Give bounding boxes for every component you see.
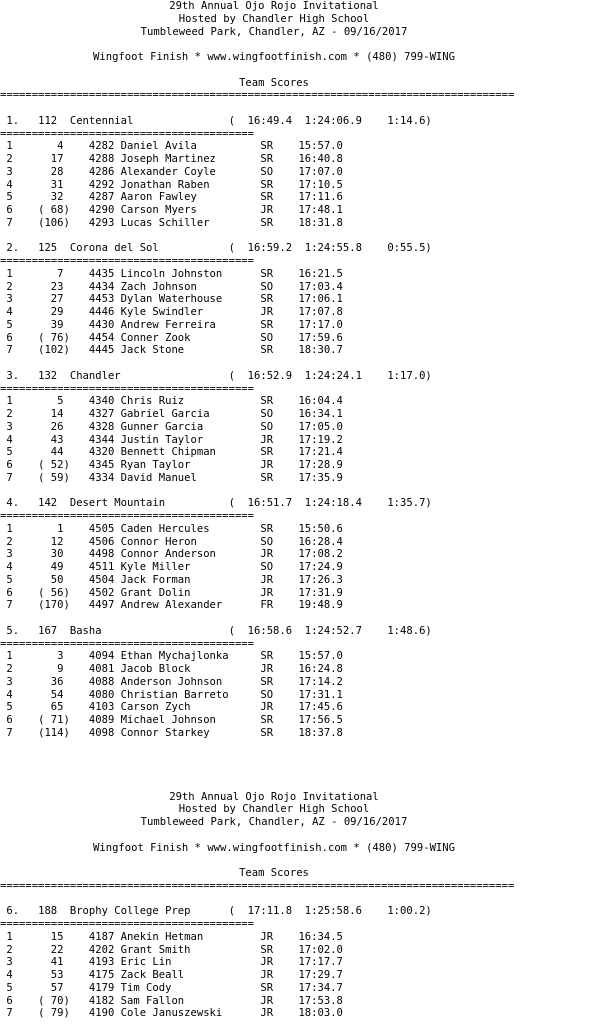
runner-row: 3 28 4286 Alexander Coyle SO 17:07.0 <box>0 165 343 178</box>
runner-row: 5 57 4179 Tim Cody SR 17:34.7 <box>0 981 343 994</box>
runner-row: 3 36 4088 Anderson Johnson SR 17:14.2 <box>0 675 343 688</box>
team-score-line: 6. 188 Brophy College Prep ( 17:11.8 1:25:58.6 1:00.2) <box>0 905 432 918</box>
team-underline: ======================================== <box>0 637 254 650</box>
runner-row: 7 (114) 4098 Connor Starkey SR 18:37.8 <box>0 726 343 739</box>
runner-row: 6 ( 71) 4089 Michael Johnson SR 17:56.5 <box>0 714 343 726</box>
runner-row: 4 43 4344 Justin Taylor JR 17:19.2 <box>0 433 343 446</box>
runner-row: 5 39 4430 Andrew Ferreira SR 17:17.0 <box>0 318 343 331</box>
runner-row: 4 49 4511 Kyle Miller SO 17:24.9 <box>0 561 343 573</box>
team-score-line: 3. 132 Chandler ( 16:52.9 1:24:24.1 1:17.0) <box>0 369 432 382</box>
team-score-line: 4. 142 Desert Mountain ( 16:51.7 1:24:18.4 1:35.7) <box>0 497 432 510</box>
timing-company: Wingfoot Finish * www.wingfootfinish.com * (480) 799-WING <box>93 51 455 63</box>
runner-row: 5 44 4320 Bennett Chipman SR 17:21.4 <box>0 446 343 459</box>
runner-row: 5 50 4504 Jack Forman JR 17:26.3 <box>0 573 343 586</box>
runner-row: 7 (106) 4293 Lucas Schiller SR 18:31.8 <box>0 216 343 229</box>
runner-row: 2 23 4434 Zach Johnson SO 17:03.4 <box>0 280 343 293</box>
section-title: Team Scores <box>239 867 309 879</box>
section-separator: ================================================================================= <box>0 89 515 102</box>
meet-host: Hosted by Chandler High School <box>178 12 370 25</box>
results-page-2 <box>0 791 608 1021</box>
runner-row: 6 ( 70) 4182 Sam Fallon JR 17:53.8 <box>0 994 343 1007</box>
team-score-line: 2. 125 Corona del Sol ( 16:59.2 1:24:55.8 0:55.5) <box>0 242 432 255</box>
runner-row: 5 65 4103 Carson Zych JR 17:45.6 <box>0 701 343 714</box>
runner-row: 2 17 4288 Joseph Martinez SR 16:40.8 <box>0 153 343 165</box>
team-score-line: 1. 112 Centennial ( 16:49.4 1:24:06.9 1:14.6) <box>0 114 432 127</box>
runner-row: 4 31 4292 Jonathan Raben SR 17:10.5 <box>0 178 343 191</box>
runner-row: 1 3 4094 Ethan Mychajlonka SR 15:57.0 <box>0 650 343 663</box>
timing-company: Wingfoot Finish * www.wingfootfinish.com * (480) 799-WING <box>93 841 455 854</box>
meet-host: Hosted by Chandler High School <box>178 803 370 816</box>
runner-row: 7 (170) 4497 Andrew Alexander FR 19:48.9 <box>0 599 343 612</box>
runner-row: 7 ( 59) 4334 David Manuel SR 17:35.9 <box>0 471 343 484</box>
runner-row: 7 ( 79) 4190 Cole Januszewski JR 18:03.0 <box>0 1007 343 1020</box>
team-block <box>0 370 608 485</box>
team-block <box>0 905 608 1020</box>
section-separator: ================================================================================= <box>0 879 515 892</box>
team-score-line: 5. 167 Basha ( 16:58.6 1:24:52.7 1:48.6) <box>0 624 432 637</box>
runner-row: 1 7 4435 Lincoln Johnston SR 16:21.5 <box>0 267 343 280</box>
runner-row: 2 22 4202 Grant Smith SR 17:02.0 <box>0 943 343 956</box>
team-block <box>0 115 608 230</box>
runner-row: 4 54 4080 Christian Barreto SO 17:31.1 <box>0 688 343 701</box>
team-block <box>0 497 608 612</box>
team-underline: ======================================== <box>0 510 254 522</box>
runner-row: 6 ( 68) 4290 Carson Myers JR 17:48.1 <box>0 204 343 216</box>
runner-row: 1 1 4505 Caden Hercules SR 15:50.6 <box>0 522 343 535</box>
team-block <box>0 242 608 357</box>
runner-row: 6 ( 56) 4502 Grant Dolin JR 17:31.9 <box>0 586 343 599</box>
team-underline: ======================================== <box>0 382 254 395</box>
runner-row: 4 29 4446 Kyle Swindler JR 17:07.8 <box>0 306 343 318</box>
runner-row: 5 32 4287 Aaron Fawley SR 17:11.6 <box>0 191 343 204</box>
runner-row: 3 30 4498 Connor Anderson JR 17:08.2 <box>0 548 343 561</box>
runner-row: 4 53 4175 Zack Beall JR 17:29.7 <box>0 969 343 981</box>
runner-row: 6 ( 52) 4345 Ryan Taylor JR 17:28.9 <box>0 459 343 471</box>
team-underline: ======================================== <box>0 255 254 267</box>
runner-row: 2 9 4081 Jacob Block JR 16:24.8 <box>0 663 343 675</box>
runner-row: 2 12 4506 Connor Heron SO 16:28.4 <box>0 535 343 548</box>
runner-row: 6 ( 76) 4454 Conner Zook SO 17:59.6 <box>0 331 343 344</box>
runner-row: 3 41 4193 Eric Lin JR 17:17.7 <box>0 956 343 969</box>
runner-row: 1 15 4187 Anekin Hetman JR 16:34.5 <box>0 930 343 943</box>
section-title: Team Scores <box>239 76 309 89</box>
meet-title: 29th Annual Ojo Rojo Invitational <box>169 790 379 803</box>
runner-row: 2 14 4327 Gabriel Garcia SO 16:34.1 <box>0 408 343 420</box>
meet-location: Tumbleweed Park, Chandler, AZ - 09/16/2017 <box>140 25 408 38</box>
runner-row: 3 26 4328 Gunner Garcia SO 17:05.0 <box>0 420 343 433</box>
runner-row: 1 5 4340 Chris Ruiz SR 16:04.4 <box>0 395 343 408</box>
runner-row: 7 (102) 4445 Jack Stone SR 18:30.7 <box>0 344 343 357</box>
meet-location: Tumbleweed Park, Chandler, AZ - 09/16/2017 <box>140 816 408 828</box>
meet-title: 29th Annual Ojo Rojo Invitational <box>169 0 379 12</box>
team-underline: ======================================== <box>0 127 254 140</box>
runner-row: 3 27 4453 Dylan Waterhouse SR 17:06.1 <box>0 293 343 306</box>
runner-row: 1 4 4282 Daniel Avila SR 15:57.0 <box>0 140 343 153</box>
team-underline: ======================================== <box>0 918 254 930</box>
team-block <box>0 625 608 740</box>
